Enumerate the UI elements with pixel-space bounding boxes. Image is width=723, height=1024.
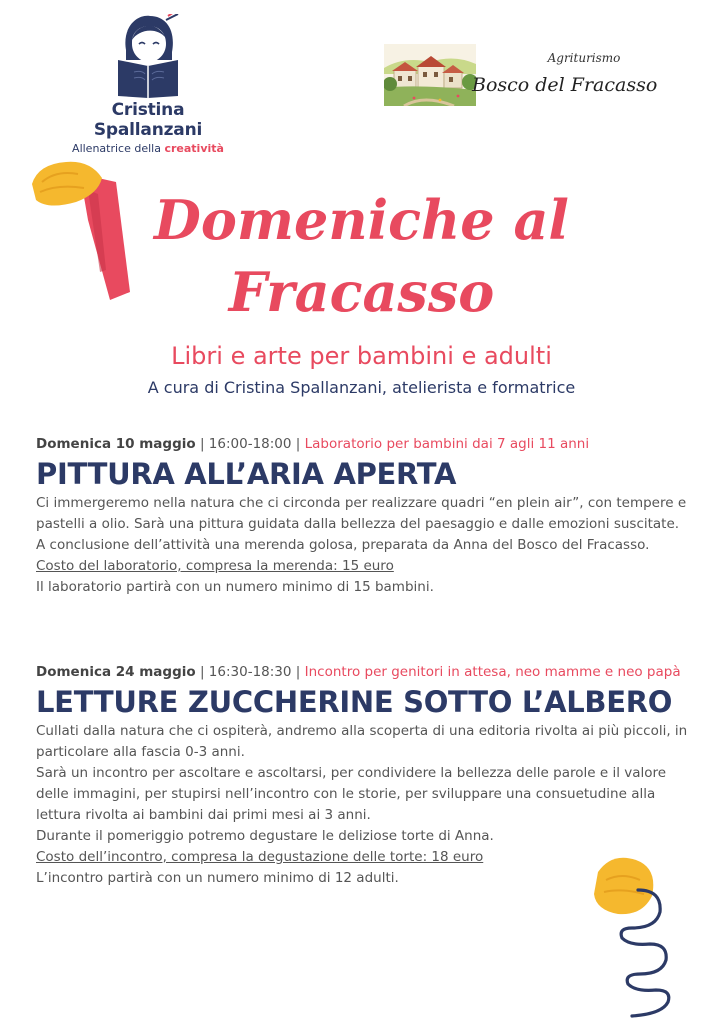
event-cost: Costo del laboratorio, compresa la merenda: 15 euro (36, 558, 394, 574)
brand-name: Cristina Spallanzani (93, 100, 203, 140)
event-date: Domenica 24 maggio (36, 664, 196, 680)
event-minimum: L’incontro partirà con un numero minimo di 12 adulti. (36, 870, 399, 886)
brand-tagline-prefix: Allenatrice della (72, 142, 165, 155)
agriturismo-label: Agriturismo (547, 51, 621, 65)
event-paragraph: Ci immergeremo nella natura che ci circonda per realizzare quadri “en plein air”, con tempere e pastelli a olio. Sarà una pittura guidata dalla bellezza del paesaggio e dalle emozioni suscitate. (36, 495, 687, 532)
girl-reading-book-icon (112, 14, 184, 98)
event-paragraph: Cullati dalla natura che ci ospiterà, andremo alla scoperta di una editoria rivolta ai più piccoli, in particolare alla fascia 0-3 anni. (36, 723, 688, 760)
event-description (36, 721, 696, 889)
page-title-line-2: Fracasso (228, 260, 495, 324)
event-letture (36, 664, 696, 889)
brand-tagline (58, 142, 238, 155)
event-cost: Costo dell’incontro, compresa la degustazione delle torte: 18 euro (36, 849, 484, 865)
farmhouse-landscape-icon (384, 44, 476, 106)
event-time: 16:30-18:30 (208, 664, 292, 680)
event-minimum: Il laboratorio partirà con un numero minimo di 15 bambini. (36, 579, 434, 595)
event-description (36, 493, 696, 598)
event-paragraph: Sarà un incontro per ascoltare e ascoltarsi, per condividere la bellezza delle parole e il valore delle immagini, per stupirsi nell’incontro con le storie, per sviluppare una consuetudine alla lettura rivolta ai bambini dai primi mesi ai 3 anni. (36, 765, 667, 823)
page-title-line-1: Domeniche al (154, 188, 569, 252)
agriturismo-name: Bosco del Fracasso (472, 74, 658, 96)
event-time: 16:00-18:00 (208, 436, 292, 452)
event-audience: Laboratorio per bambini dai 7 agli 11 anni (304, 436, 590, 452)
brand-tagline-highlight: creatività (164, 142, 224, 155)
event-audience: Incontro per genitori in attesa, neo mamme e neo papà (304, 664, 681, 680)
page-subtitle: Libri e arte per bambini e adulti (171, 342, 552, 370)
event-paragraph: Durante il pomeriggio potremo degustare le deliziose torte di Anna. (36, 828, 494, 844)
agriturismo-logo (384, 44, 658, 110)
event-paragraph: A conclusione dell’attività una merenda golosa, preparata da Anna del Bosco del Fracasso. (36, 537, 650, 553)
event-title: LETTURE ZUCCHERINE SOTTO L’ALBERO (36, 685, 673, 719)
event-date: Domenica 10 maggio (36, 436, 196, 452)
byline: A cura di Cristina Spallanzani, atelierista e formatrice (147, 378, 576, 397)
event-title: PITTURA ALL’ARIA APERTA (36, 457, 457, 491)
event-meta: Domenica 10 maggio | 16:00-18:00 | Laboratorio per bambini dai 7 agli 11 anni (36, 436, 590, 452)
event-meta: Domenica 24 maggio | 16:30-18:30 | Incontro per genitori in attesa, neo mamme e neo papà (36, 664, 681, 680)
event-pittura (36, 436, 696, 598)
cristina-spallanzani-logo (58, 14, 238, 155)
